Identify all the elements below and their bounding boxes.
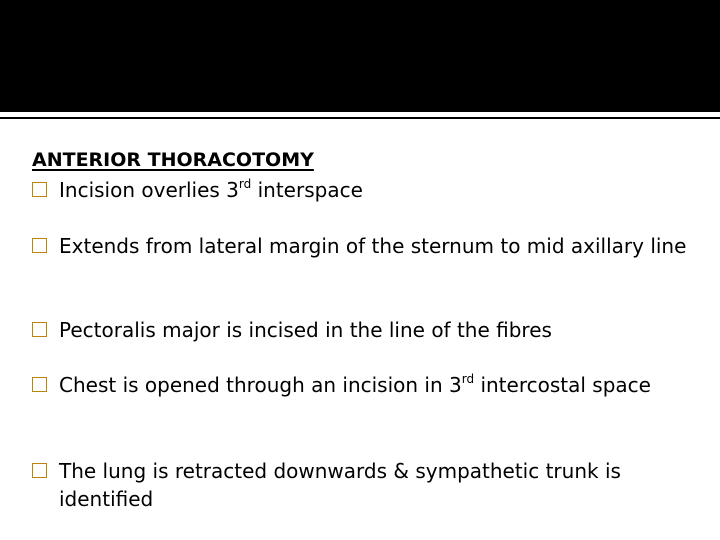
title-divider bbox=[0, 117, 720, 119]
square-bullet-icon bbox=[32, 238, 47, 253]
bullet-text: Extends from lateral margin of the sternum to mid axillary line bbox=[59, 234, 687, 258]
bullet-item-lung-retracted bbox=[32, 457, 692, 513]
square-bullet-icon bbox=[32, 322, 47, 337]
section-heading: ANTERIOR THORACOTOMY bbox=[32, 149, 314, 171]
bullet-text: The lung is retracted downwards & sympathetic trunk is identified bbox=[59, 459, 621, 511]
title-band bbox=[0, 0, 720, 112]
bullet-text: Pectoralis major is incised in the line of the fibres bbox=[59, 318, 552, 342]
square-bullet-icon bbox=[32, 377, 47, 392]
bullet-text: Incision overlies 3rd interspace bbox=[59, 177, 363, 202]
bullet-text: Chest is opened through an incision in 3rd intercostal space bbox=[59, 372, 651, 397]
bullet-item-chest-opened bbox=[32, 371, 692, 399]
bullet-item-incision bbox=[32, 176, 692, 204]
square-bullet-icon bbox=[32, 463, 47, 478]
square-bullet-icon bbox=[32, 182, 47, 197]
bullet-item-extends bbox=[32, 232, 692, 260]
bullet-item-pectoralis bbox=[32, 316, 692, 344]
